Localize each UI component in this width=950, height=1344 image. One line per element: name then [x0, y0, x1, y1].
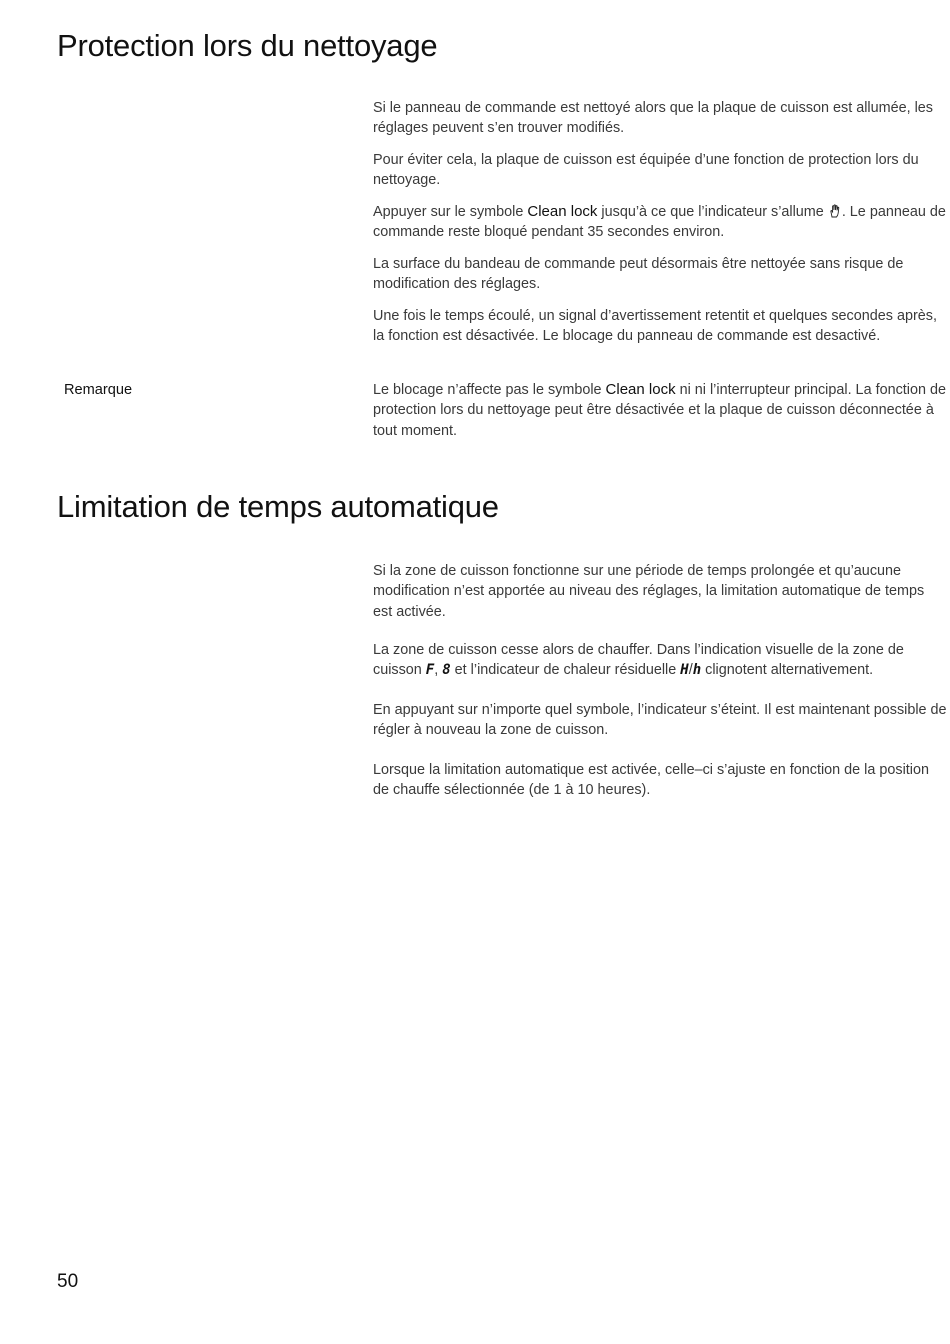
section-title-limitation: Limitation de temps automatique — [57, 489, 499, 524]
text: / — [688, 662, 693, 679]
display-symbol-h-upper: H — [680, 662, 689, 679]
text: . Le panneau de commande reste bloqué pendant 35 secondes environ. — [373, 204, 946, 241]
paragraph: Si la zone de cuisson fonctionne sur une période de temps prolongée et qu’aucune modification n’est apportée au niveau des réglages, la limitation automatique de temps est activée. — [373, 563, 925, 620]
text: , — [434, 662, 443, 679]
text: ni ni l’interrupteur principal. La fonction de protection lors du nettoyage peut être désactivée et la plaque de cuisson déconnectée à tout moment. — [373, 382, 946, 439]
note-paragraph — [373, 380, 947, 441]
clean-lock-term: Clean lock — [605, 381, 676, 398]
page-number: 50 — [57, 1271, 79, 1292]
text: clignotent alternativement. — [701, 662, 874, 679]
text: Appuyer sur le symbole — [373, 204, 528, 220]
paragraph: Lorsque la limitation automatique est activée, celle–ci s’ajuste en fonction de la position de chauffe sélectionnée (de 1 à 10 heures). — [373, 762, 929, 799]
paragraph-display-symbols — [373, 640, 947, 681]
paragraph: En appuyant sur n’importe quel symbole, l’indicateur s’éteint. Il est maintenant possible de régler à nouveau la zone de cuisson. — [373, 702, 947, 739]
note-label: Remarque — [64, 382, 133, 398]
paragraph: Si le panneau de commande est nettoyé alors que la plaque de cuisson est allumée, les réglages peuvent s’en trouver modifiés. — [373, 100, 933, 137]
display-symbol-h-lower: h — [692, 662, 702, 679]
text: La zone de cuisson cesse alors de chauffer. Dans l’indication visuelle de la zone de cuisson — [373, 642, 904, 679]
display-symbol-8: 8 — [442, 662, 451, 679]
hand-icon — [828, 204, 842, 218]
section-title-protection: Protection lors du nettoyage — [57, 28, 438, 63]
paragraph: La surface du bandeau de commande peut désormais être nettoyée sans risque de modification des réglages. — [373, 256, 904, 293]
clean-lock-term: Clean lock — [527, 203, 598, 220]
text: jusqu’à ce que l’indicateur s’allume — [597, 204, 828, 220]
text: et l’indicateur de chaleur résiduelle — [450, 662, 681, 679]
paragraph: Pour éviter cela, la plaque de cuisson est équipée d’une fonction de protection lors du nettoyage. — [373, 152, 919, 189]
paragraph-clean-lock — [373, 202, 947, 243]
display-symbol-f: F — [425, 662, 435, 679]
paragraph: Une fois le temps écoulé, un signal d’avertissement retentit et quelques secondes après, la fonction est désactivée. Le blocage du panneau de commande est desactivé. — [373, 308, 937, 345]
text: Le blocage n’affecte pas le symbole — [373, 382, 606, 398]
